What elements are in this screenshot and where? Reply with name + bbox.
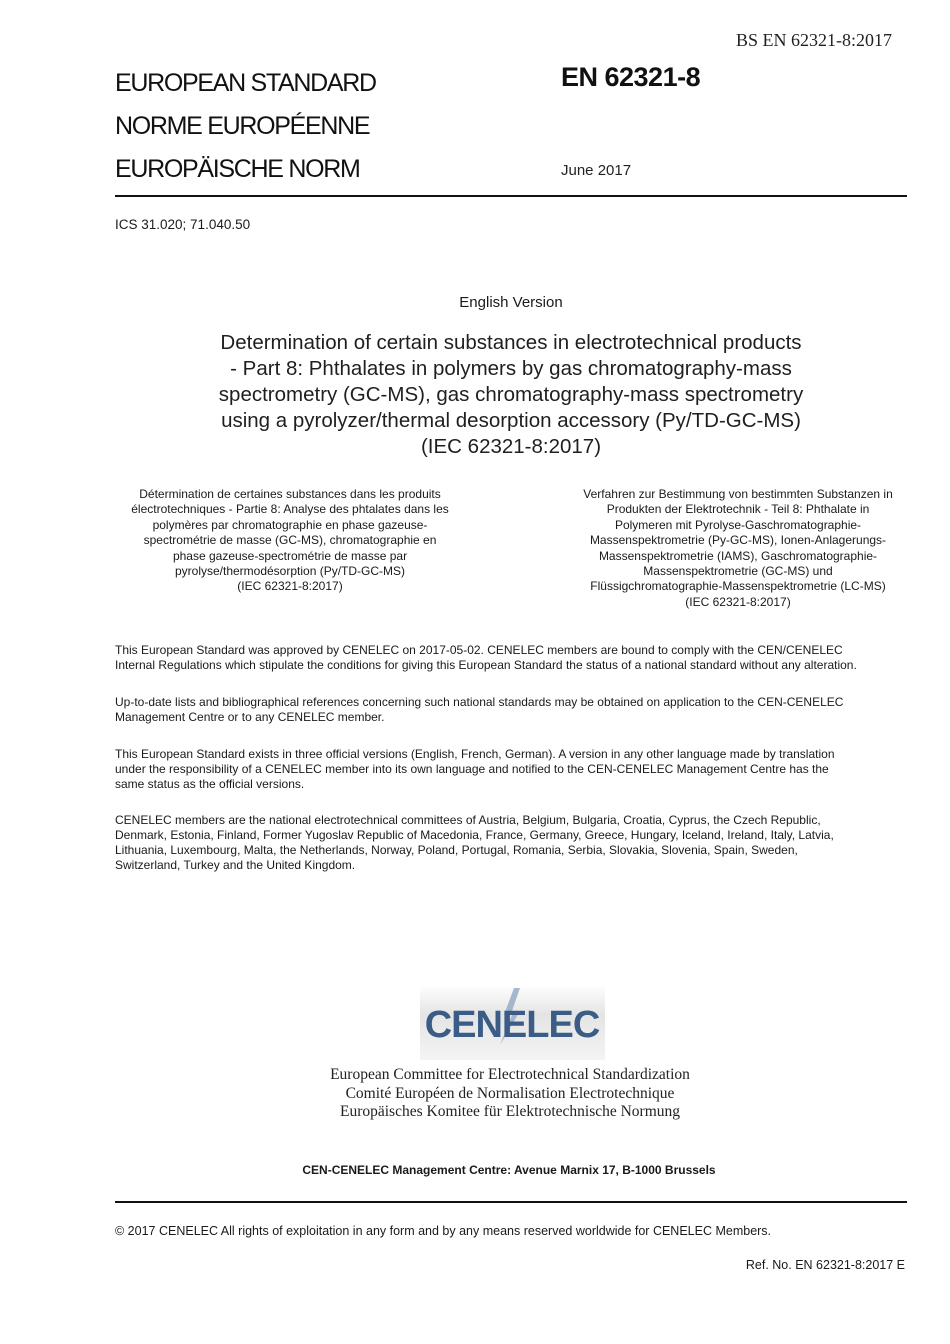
references-paragraph bbox=[115, 695, 910, 725]
title-line: Massenspektrometrie (GC-MS) und bbox=[643, 564, 833, 579]
title-line: Polymeren mit Pyrolyse-Gaschromatographie- bbox=[614, 517, 862, 532]
paragraph-line: Denmark, Estonia, Finland, Former Yugoslav Republic of Macedonia, France, Germany, Greece, Hungary, Iceland, Ireland, Italy, Latvia, bbox=[115, 828, 834, 842]
copyright-notice: © 2017 CENELEC All rights of exploitation in any form and by any means reserved worldwide for CENELEC Members. bbox=[115, 1224, 772, 1238]
title-line: spectrometry (GC-MS), gas chromatography-mass spectrometry bbox=[218, 383, 804, 406]
committee-name: Comité Européen de Normalisation Electrotechnique bbox=[345, 1084, 675, 1102]
paragraph-line: Up-to-date lists and bibliographical references concerning such national standards may be obtained on application to the CEN-CENELEC bbox=[115, 695, 844, 709]
bs-reference: BS EN 62321-8:2017 bbox=[735, 30, 892, 50]
standard-number: EN 62321-8 bbox=[561, 62, 701, 92]
title-german bbox=[553, 487, 923, 610]
title-line: polymères par chromatographie en phase gazeuse- bbox=[152, 517, 428, 532]
title-line: Produkten der Elektrotechnik - Teil 8: Phthalate in bbox=[606, 502, 870, 517]
standard-name-en: EUROPEAN STANDARD bbox=[115, 69, 376, 97]
title-line: (IEC 62321-8:2017) bbox=[237, 579, 343, 594]
title-line: Determination of certain substances in electrotechnical products bbox=[220, 331, 802, 354]
paragraph-line: Management Centre or to any CENELEC member. bbox=[115, 710, 385, 724]
title-line: using a pyrolyzer/thermal desorption accessory (Py/TD-GC-MS) bbox=[221, 409, 801, 432]
standard-name-de: EUROPÄISCHE NORM bbox=[115, 155, 360, 183]
title-line: spectrométrie de masse (GC-MS), chromatographie en bbox=[143, 533, 437, 548]
title-line: (IEC 62321-8:2017) bbox=[685, 594, 791, 609]
title-line: Flüssigchromatographie-Massenspektrometrie (LC-MS) bbox=[590, 579, 886, 594]
cenelec-logo-graphic bbox=[420, 985, 605, 1060]
standard-names bbox=[115, 62, 376, 191]
paragraph-line: Switzerland, Turkey and the United Kingdom. bbox=[115, 858, 356, 872]
paragraph-line: same status as the official versions. bbox=[115, 777, 305, 791]
publication-date: June 2017 bbox=[561, 162, 632, 179]
title-english bbox=[190, 330, 832, 460]
reference-number: Ref. No. EN 62321-8:2017 E bbox=[745, 1258, 905, 1272]
title-line: pyrolyse/thermodésorption (Py/TD-GC-MS) bbox=[174, 564, 406, 579]
cenelec-logo bbox=[420, 985, 605, 1060]
title-line: - Part 8: Phthalates in polymers by gas chromatography-mass bbox=[230, 357, 792, 380]
ics-codes: ICS 31.020; 71.040.50 bbox=[115, 217, 251, 232]
header-divider bbox=[115, 195, 907, 197]
footer-divider bbox=[115, 1201, 907, 1203]
title-line: Détermination de certaines substances dans les produits bbox=[139, 487, 441, 501]
management-centre: CEN-CENELEC Management Centre: Avenue Marnix 17, B-1000 Brussels bbox=[302, 1163, 716, 1177]
title-line: Massenspektrometrie (IAMS), Gaschromatographie- bbox=[598, 548, 878, 563]
paragraph-line: This European Standard exists in three official versions (English, French, German). A version in any other language made by translation bbox=[115, 747, 835, 761]
paragraph-line: CENELEC members are the national electrotechnical committees of Austria, Belgium, Bulgaria, Croatia, Cyprus, the Czech Republic, bbox=[115, 813, 821, 827]
standard-name-fr: NORME EUROPÉENNE bbox=[115, 112, 370, 140]
versions-paragraph bbox=[115, 747, 910, 792]
committee-name: Europäisches Komitee für Elektrotechnische Normung bbox=[339, 1103, 681, 1121]
title-line: phase gazeuse-spectrométrie de masse par bbox=[172, 548, 408, 563]
title-french bbox=[107, 487, 473, 595]
title-line: (IEC 62321-8:2017) bbox=[420, 435, 602, 458]
members-paragraph bbox=[115, 813, 910, 873]
committee-names bbox=[290, 1066, 730, 1122]
title-line: Massenspektrometrie (Py-GC-MS), Ionen-Anlagerungs- bbox=[589, 533, 887, 548]
title-line: Verfahren zur Bestimmung von bestimmten Substanzen in bbox=[583, 487, 893, 501]
version-label: English Version bbox=[459, 294, 563, 311]
committee-name: European Committee for Electrotechnical Standardization bbox=[330, 1066, 690, 1083]
paragraph-line: Lithuania, Luxembourg, Malta, the Netherlands, Norway, Poland, Portugal, Romania, Serbia, Slovakia, Slovenia, Spain, Sweden, bbox=[115, 843, 798, 857]
paragraph-line: Internal Regulations which stipulate the conditions for giving this European Standard the status of a national standard without any alteration. bbox=[115, 658, 857, 672]
title-line: électrotechniques - Partie 8: Analyse des phtalates dans les bbox=[131, 502, 449, 517]
approval-paragraph bbox=[115, 643, 910, 673]
paragraph-line: This European Standard was approved by CENELEC on 2017-05-02. CENELEC members are bound to comply with the CEN/CENELEC bbox=[115, 643, 843, 657]
paragraph-line: under the responsibility of a CENELEC member into its own language and notified to the CEN-CENELEC Management Centre has the bbox=[115, 762, 829, 776]
cenelec-logo-text: CENELEC bbox=[424, 1004, 600, 1046]
